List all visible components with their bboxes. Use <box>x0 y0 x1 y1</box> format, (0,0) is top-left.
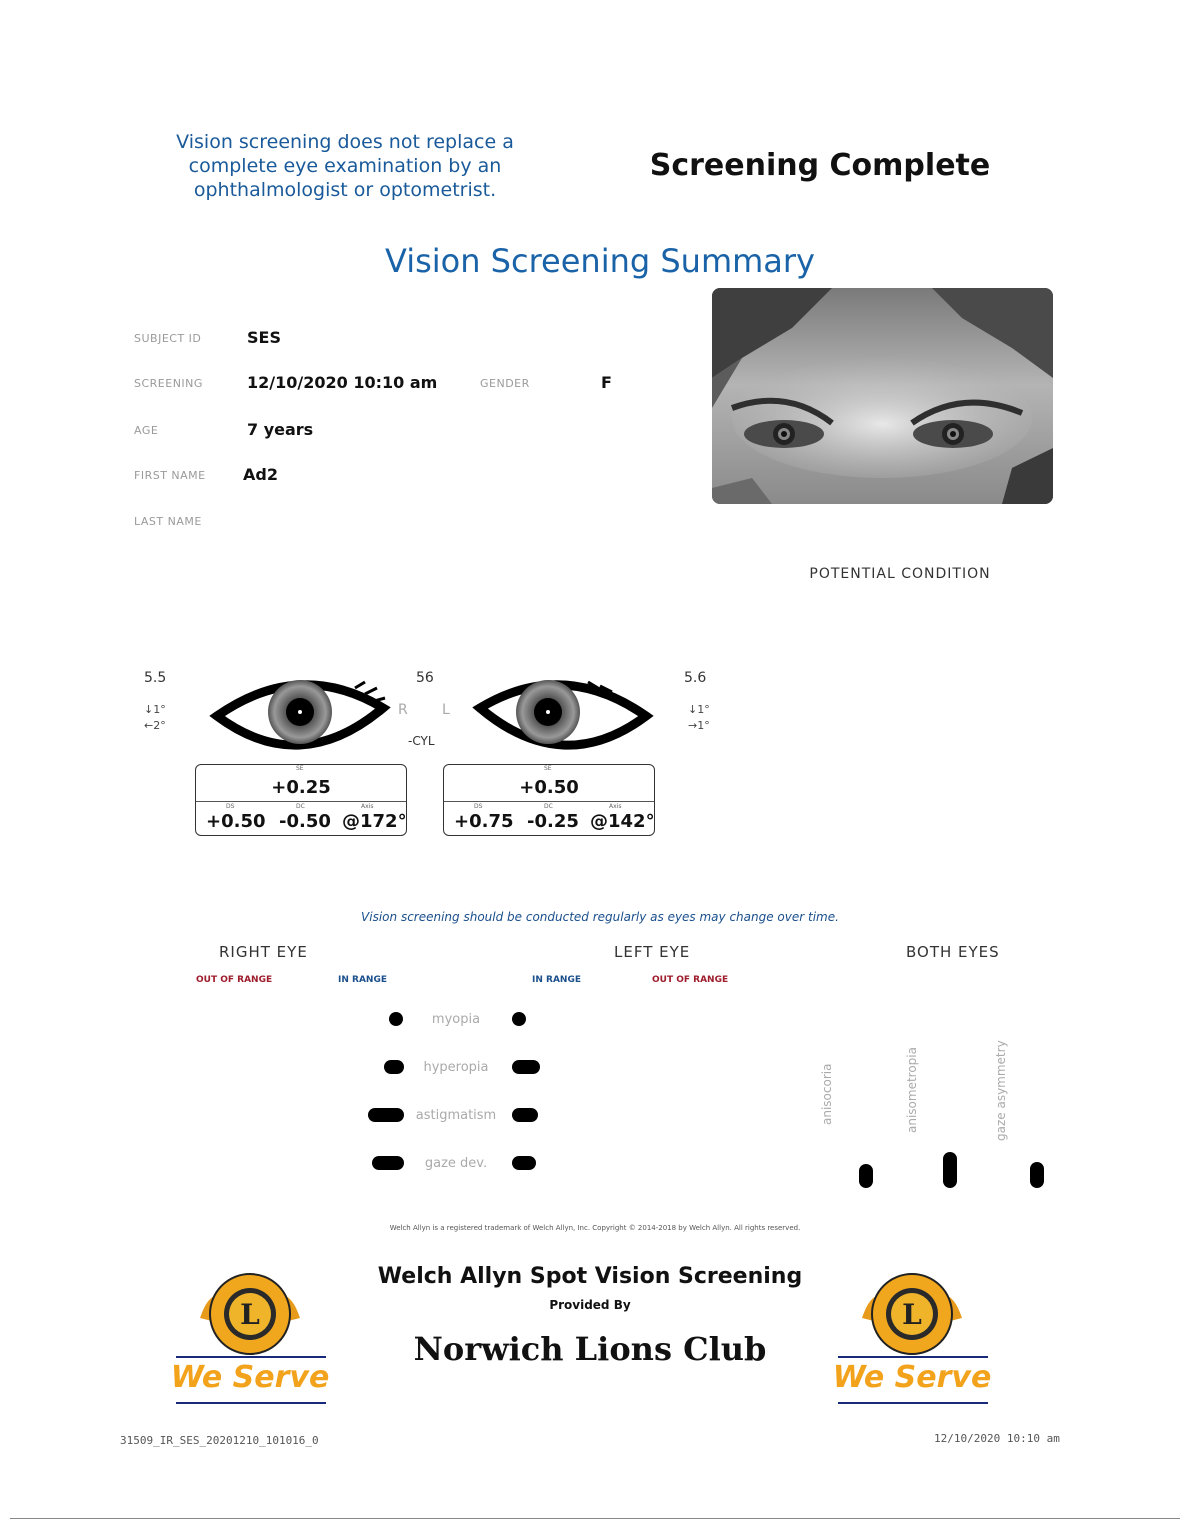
left-in-range-label: IN RANGE <box>532 975 581 985</box>
right-gaze-dev-marker <box>372 1156 404 1170</box>
page-title: Vision Screening Summary <box>385 242 815 280</box>
right-dc-value: -0.50 <box>279 811 331 832</box>
left-eye-heading: LEFT EYE <box>614 943 691 961</box>
footer-timestamp: 12/10/2020 10:10 am <box>934 1432 1060 1445</box>
provided-by-text: Provided By <box>549 1298 631 1312</box>
lions-logo-left <box>170 1268 330 1408</box>
right-astigmatism-marker <box>368 1108 404 1122</box>
logo-line-top <box>838 1356 988 1358</box>
right-hyperopia-marker <box>384 1060 404 1074</box>
axis-label: Axis <box>361 803 374 810</box>
left-ds-value: +0.75 <box>454 811 514 832</box>
right-gaze-vertical: ↓1° <box>144 703 166 716</box>
right-se-value: +0.25 <box>271 777 331 798</box>
first-name-label: FIRST NAME <box>134 469 206 482</box>
condition-anisocoria: anisocoria <box>820 1063 834 1125</box>
condition-gaze-dev: gaze dev. <box>424 1156 488 1171</box>
left-hyperopia-marker <box>512 1060 540 1074</box>
left-gaze-dev-marker <box>512 1156 536 1170</box>
condition-astigmatism: astigmatism <box>415 1108 497 1123</box>
right-in-range-label: IN RANGE <box>338 975 387 985</box>
left-myopia-marker <box>512 1012 526 1026</box>
right-marker: R <box>398 702 408 718</box>
ds-label: DS <box>226 803 235 810</box>
logo-line-bottom <box>176 1402 326 1404</box>
logo-letter: L <box>240 1298 260 1331</box>
right-gaze-horizontal: ←2° <box>144 719 166 732</box>
subject-id-label: SUBJECT ID <box>134 332 202 345</box>
pupil-distance: 56 <box>416 670 434 686</box>
left-eye-icon <box>468 668 658 758</box>
page-bottom-rule <box>10 1518 1180 1519</box>
screening-label: SCREENING <box>134 377 203 390</box>
right-pupil-size: 5.5 <box>144 670 167 686</box>
logo-line-top <box>176 1356 326 1358</box>
condition-gaze-asymmetry: gaze asymmetry <box>994 1040 1008 1141</box>
age-label: AGE <box>134 424 159 437</box>
condition-hyperopia: hyperopia <box>423 1060 489 1075</box>
file-id: 31509_IR_SES_20201210_101016_0 <box>120 1434 319 1447</box>
gender-value: F <box>601 373 612 392</box>
right-ds-value: +0.50 <box>206 811 266 832</box>
screening-value: 12/10/2020 10:10 am <box>247 373 438 392</box>
screening-status: Screening Complete <box>649 148 991 183</box>
first-name-value: Ad2 <box>243 465 278 484</box>
last-name-label: LAST NAME <box>134 515 202 528</box>
copyright-text: Welch Allyn is a registered trademark of Welch Allyn, Inc. Copyright © 2014-2018 by Welch Allyn. All rights reserved. <box>389 1224 801 1232</box>
left-gaze-horizontal: →1° <box>688 719 710 732</box>
left-astigmatism-marker <box>512 1108 538 1122</box>
right-myopia-marker <box>389 1012 403 1026</box>
we-serve-left: We Serve <box>170 1360 330 1395</box>
dc-label: DC <box>296 803 305 810</box>
eye-photo <box>712 288 1053 504</box>
left-gaze-vertical: ↓1° <box>688 703 710 716</box>
age-value: 7 years <box>247 420 314 439</box>
lions-emblem-icon <box>170 1268 330 1358</box>
right-out-of-range-label: OUT OF RANGE <box>196 975 273 985</box>
gender-label: GENDER <box>480 377 530 390</box>
logo-letter: L <box>902 1298 922 1331</box>
anisocoria-marker <box>859 1164 873 1188</box>
se-label: SE <box>544 765 552 772</box>
eye-photo-image <box>712 288 1053 504</box>
potential-condition-heading: POTENTIAL CONDITION <box>809 566 991 582</box>
screening-brand-title: Welch Allyn Spot Vision Screening <box>377 1264 803 1289</box>
both-eyes-heading: BOTH EYES <box>906 943 1000 961</box>
screening-note: Vision screening should be conducted regularly as eyes may change over time. <box>361 910 839 924</box>
left-marker: L <box>442 702 450 718</box>
subject-id-value: SES <box>247 328 281 347</box>
left-eye-rx-box <box>443 764 655 836</box>
lions-logo-right <box>832 1268 992 1408</box>
divider <box>444 801 654 802</box>
left-out-of-range-label: OUT OF RANGE <box>652 975 729 985</box>
right-eye-rx-box <box>195 764 407 836</box>
condition-myopia: myopia <box>431 1012 481 1027</box>
right-eye-heading: RIGHT EYE <box>219 943 308 961</box>
lions-emblem-icon <box>832 1268 992 1358</box>
disclaimer-text: Vision screening does not replace a complete eye examination by an ophthalmologist or optometrist. <box>176 131 514 201</box>
axis-label: Axis <box>609 803 622 810</box>
gaze-asymmetry-marker <box>1030 1162 1044 1188</box>
cyl-label: -CYL <box>408 734 435 748</box>
left-axis-value: @142° <box>590 811 655 832</box>
se-label: SE <box>296 765 304 772</box>
right-axis-value: @172° <box>342 811 407 832</box>
divider <box>196 801 406 802</box>
condition-anisometropia: anisometropia <box>905 1047 919 1133</box>
dc-label: DC <box>544 803 553 810</box>
club-name: Norwich Lions Club <box>413 1330 767 1368</box>
logo-line-bottom <box>838 1402 988 1404</box>
left-dc-value: -0.25 <box>527 811 579 832</box>
left-se-value: +0.50 <box>519 777 579 798</box>
left-pupil-size: 5.6 <box>684 670 707 686</box>
we-serve-right: We Serve <box>832 1360 992 1395</box>
anisometropia-marker <box>943 1152 957 1188</box>
ds-label: DS <box>474 803 483 810</box>
right-eye-icon <box>205 668 395 758</box>
